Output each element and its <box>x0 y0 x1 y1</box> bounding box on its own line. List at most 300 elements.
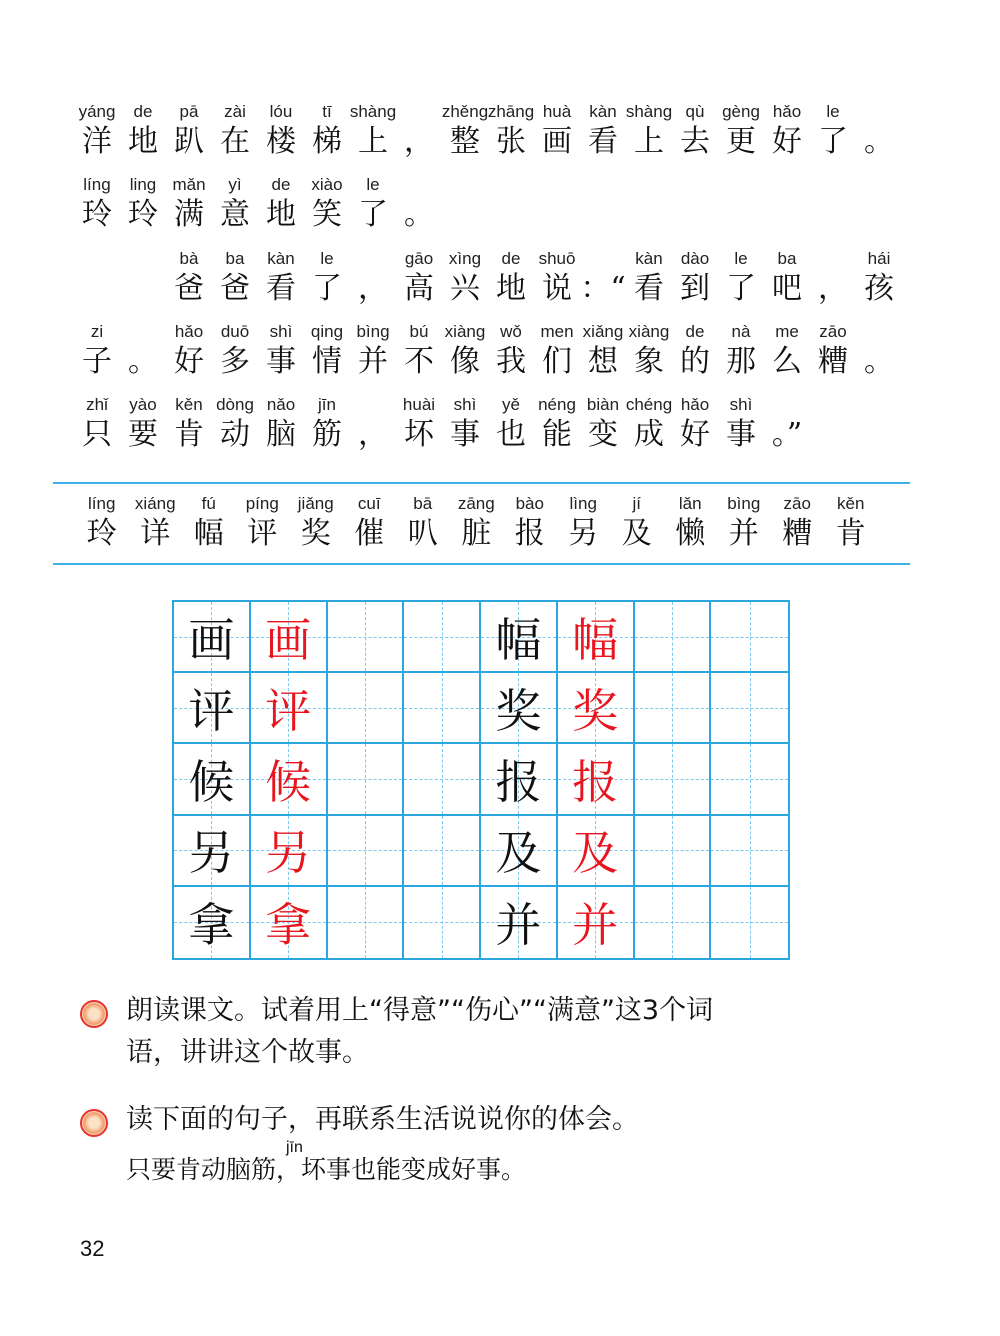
char-cell <box>304 320 350 380</box>
trace-character: 另 <box>265 826 312 881</box>
pinyin: dào <box>680 249 710 268</box>
grid-cell <box>481 744 558 815</box>
char-cell <box>626 100 672 160</box>
hanzi: 事 <box>726 417 756 452</box>
hanzi: 变 <box>588 417 618 452</box>
hanzi: 事 <box>450 417 480 452</box>
char-cell <box>120 320 166 380</box>
pinyin: zāo <box>819 322 847 341</box>
pinyin: de <box>271 175 291 194</box>
hanzi: 。 <box>864 344 894 379</box>
trace-character: 候 <box>265 754 312 809</box>
char-cell <box>534 393 580 453</box>
char-cell <box>856 247 902 307</box>
char-cell <box>580 247 626 307</box>
vocab-item <box>289 492 343 552</box>
pinyin: kàn <box>635 249 663 268</box>
pinyin: yě <box>502 395 520 414</box>
char-cell <box>810 320 856 380</box>
char-cell <box>304 100 350 160</box>
char-cell <box>488 100 534 160</box>
grid-cell <box>404 744 481 815</box>
char-cell <box>856 100 902 160</box>
hanzi: 看 <box>266 271 296 306</box>
vocab-item <box>503 492 557 552</box>
trace-character: 拿 <box>265 898 312 953</box>
hanzi: 动 <box>220 417 250 452</box>
char-cell <box>74 173 120 233</box>
grid-cell <box>481 887 558 958</box>
grid-cell <box>404 816 481 887</box>
hanzi: 吧 <box>772 271 802 306</box>
hanzi: 了 <box>358 197 388 232</box>
hanzi: 意 <box>220 197 250 232</box>
hanzi: 。 <box>864 124 894 159</box>
pinyin: shàng <box>625 102 673 121</box>
hanzi: 幅 <box>193 516 224 551</box>
hanzi: ， <box>358 417 388 452</box>
seal-icon <box>80 1109 108 1137</box>
char-cell <box>534 100 580 160</box>
pinyin: hǎo <box>680 395 710 414</box>
grid-cell <box>251 744 328 815</box>
hanzi: 玲 <box>86 516 117 551</box>
trace-character: 报 <box>572 754 619 809</box>
vocab-bottom-rule <box>53 563 910 565</box>
char-cell <box>764 320 810 380</box>
hanzi: 我 <box>496 344 526 379</box>
pinyin: wǒ <box>500 322 522 341</box>
hanzi: 爸 <box>174 271 204 306</box>
model-character: 拿 <box>188 898 235 953</box>
hanzi: 并 <box>728 516 759 551</box>
grid-cell <box>174 744 251 815</box>
pinyin: de <box>133 102 153 121</box>
hanzi: 张 <box>496 124 526 159</box>
pinyin: yáng <box>78 102 116 121</box>
char-cell <box>396 173 442 233</box>
pinyin: kàn <box>267 249 295 268</box>
hanzi: 只 <box>82 417 112 452</box>
char-cell <box>764 247 810 307</box>
pinyin: zhāng <box>487 102 535 121</box>
char-cell <box>396 247 442 307</box>
hanzi: 楼 <box>266 124 296 159</box>
grid-cell <box>635 673 712 744</box>
grid-cell <box>404 673 481 744</box>
char-cell <box>304 173 350 233</box>
model-character: 候 <box>188 754 235 809</box>
pinyin: zhǐ <box>86 395 108 414</box>
pinyin: chéng <box>625 395 673 414</box>
pinyin: de <box>685 322 705 341</box>
char-cell <box>672 247 718 307</box>
grid-cell <box>174 887 251 958</box>
hanzi: 糟 <box>818 344 848 379</box>
model-character: 另 <box>188 826 235 881</box>
pinyin: kěn <box>175 395 203 414</box>
char-cell <box>304 393 350 453</box>
pinyin: bìng <box>727 494 761 513</box>
grid-cell <box>481 602 558 673</box>
char-cell <box>534 247 580 307</box>
pinyin: zāng <box>457 494 495 513</box>
char-cell <box>212 393 258 453</box>
hanzi: 玲 <box>128 197 158 232</box>
seal-icon <box>80 1000 108 1028</box>
grid-cell <box>635 816 712 887</box>
hanzi: 爸 <box>220 271 250 306</box>
hanzi: 好 <box>680 417 710 452</box>
hanzi: 事 <box>266 344 296 379</box>
pinyin: shì <box>729 395 753 414</box>
pinyin: kàn <box>589 102 617 121</box>
hanzi: 那 <box>726 344 756 379</box>
char-cell <box>212 173 258 233</box>
pinyin: bìng <box>356 322 390 341</box>
pinyin: de <box>501 249 521 268</box>
char-cell <box>212 100 258 160</box>
vocab-item <box>236 492 290 552</box>
model-character: 并 <box>495 898 542 953</box>
pinyin: hǎo <box>772 102 802 121</box>
hanzi: 多 <box>220 344 250 379</box>
pinyin: xiǎng <box>582 322 624 341</box>
pinyin: zi <box>90 322 104 341</box>
hanzi: 奖 <box>300 516 331 551</box>
trace-character: 画 <box>265 612 312 667</box>
pinyin: bào <box>515 494 544 513</box>
hanzi: 详 <box>140 516 171 551</box>
pinyin: shuō <box>538 249 576 268</box>
hanzi: 脏 <box>461 516 492 551</box>
char-cell <box>442 393 488 453</box>
char-cell <box>442 320 488 380</box>
hanzi: 的 <box>680 344 710 379</box>
vocab-item <box>129 492 183 552</box>
pinyin: zāo <box>783 494 811 513</box>
char-cell <box>810 247 856 307</box>
hanzi: 催 <box>354 516 385 551</box>
hanzi: 在 <box>220 124 250 159</box>
hanzi: 并 <box>358 344 388 379</box>
hanzi: 看 <box>634 271 664 306</box>
pinyin: qing <box>310 322 344 341</box>
char-cell <box>120 173 166 233</box>
char-cell <box>718 320 764 380</box>
pinyin: men <box>540 322 574 341</box>
grid-cell <box>558 744 635 815</box>
vocab-list <box>75 492 878 552</box>
grid-cell <box>404 602 481 673</box>
char-cell <box>74 100 120 160</box>
grid-cell <box>328 816 405 887</box>
task-2-line-1: 读下面的句子，再联系生活说说你的体会。 <box>126 1104 639 1135</box>
vocab-item <box>75 492 129 552</box>
hanzi: 们 <box>542 344 572 379</box>
pinyin: nǎo <box>266 395 296 414</box>
char-cell <box>396 100 442 160</box>
pinyin: líng <box>83 175 111 194</box>
passage-line <box>166 247 902 307</box>
vocab-item <box>343 492 397 552</box>
vocab-top-rule <box>53 482 910 484</box>
pinyin: yì <box>228 175 242 194</box>
hanzi: 肯 <box>174 417 204 452</box>
task-1-line-1: 朗读课文。试着用上“得意”“伤心”“满意”这3个词 <box>126 995 714 1026</box>
char-cell <box>166 173 212 233</box>
pinyin: huà <box>542 102 572 121</box>
hanzi: 去 <box>680 124 710 159</box>
hanzi: 。” <box>771 417 803 452</box>
hanzi: 不 <box>404 344 434 379</box>
char-cell <box>672 393 718 453</box>
hanzi: 能 <box>542 417 572 452</box>
char-cell <box>534 320 580 380</box>
char-cell <box>74 320 120 380</box>
pinyin: mǎn <box>172 175 206 194</box>
grid-cell <box>328 673 405 744</box>
pinyin: bā <box>413 494 433 513</box>
grid-cell <box>481 816 558 887</box>
char-cell <box>626 320 672 380</box>
char-cell <box>488 247 534 307</box>
vocab-item <box>557 492 611 552</box>
hanzi: ， <box>404 124 434 159</box>
pinyin: nà <box>731 322 751 341</box>
pinyin: qù <box>685 102 705 121</box>
model-character: 画 <box>188 612 235 667</box>
pinyin: ba <box>777 249 797 268</box>
trace-character: 奖 <box>572 683 619 738</box>
hanzi: 看 <box>588 124 618 159</box>
hanzi: 及 <box>621 516 652 551</box>
char-cell <box>212 247 258 307</box>
pinyin: huài <box>402 395 436 414</box>
hanzi: 了 <box>726 271 756 306</box>
hanzi: 洋 <box>82 124 112 159</box>
grid-cell <box>558 816 635 887</box>
pinyin: ling <box>129 175 157 194</box>
hanzi: 坏 <box>404 417 434 452</box>
trace-character: 并 <box>572 898 619 953</box>
hanzi: 要 <box>128 417 158 452</box>
hanzi: 象 <box>634 344 664 379</box>
char-cell <box>212 320 258 380</box>
hanzi: 评 <box>247 516 278 551</box>
hanzi: 。 <box>128 344 158 379</box>
hanzi: 糟 <box>782 516 813 551</box>
vocab-item <box>182 492 236 552</box>
pinyin: le <box>734 249 748 268</box>
trace-character: 幅 <box>572 612 619 667</box>
hanzi: 更 <box>726 124 756 159</box>
hanzi: 叭 <box>407 516 438 551</box>
pinyin: xiáng <box>134 494 176 513</box>
pinyin: xiàng <box>628 322 670 341</box>
char-cell <box>350 100 396 160</box>
hanzi: 肯 <box>835 516 866 551</box>
char-cell <box>718 100 764 160</box>
char-cell <box>258 320 304 380</box>
grid-cell <box>251 816 328 887</box>
hanzi: 上 <box>358 124 388 159</box>
char-cell <box>258 100 304 160</box>
hanzi: 满 <box>174 197 204 232</box>
char-cell <box>258 173 304 233</box>
pinyin: lóu <box>269 102 293 121</box>
grid-cell <box>251 602 328 673</box>
char-cell <box>580 393 626 453</box>
char-cell <box>764 100 810 160</box>
hanzi: 想 <box>588 344 618 379</box>
pinyin: jiǎng <box>297 494 334 513</box>
model-character: 及 <box>495 826 542 881</box>
hanzi: 像 <box>450 344 480 379</box>
pinyin: le <box>826 102 840 121</box>
char-cell <box>350 173 396 233</box>
grid-cell <box>711 887 788 958</box>
hanzi: 了 <box>818 124 848 159</box>
hanzi: 好 <box>174 344 204 379</box>
hanzi: 情 <box>312 344 342 379</box>
hanzi: 玲 <box>82 197 112 232</box>
char-cell <box>488 320 534 380</box>
pinyin: fú <box>201 494 216 513</box>
char-cell <box>74 393 120 453</box>
hanzi: 说 <box>542 271 572 306</box>
hanzi: 趴 <box>174 124 204 159</box>
hanzi: 地 <box>496 271 526 306</box>
pinyin: me <box>775 322 799 341</box>
pinyin: gāo <box>404 249 434 268</box>
pinyin: yào <box>129 395 157 414</box>
char-cell <box>350 247 396 307</box>
hanzi: 地 <box>266 197 296 232</box>
pinyin: shì <box>453 395 477 414</box>
pinyin: líng <box>88 494 116 513</box>
hanzi: 好 <box>772 124 802 159</box>
pinyin: bú <box>409 322 429 341</box>
model-character: 评 <box>188 683 235 738</box>
grid-cell <box>251 673 328 744</box>
trace-character: 及 <box>572 826 619 881</box>
model-character: 报 <box>495 754 542 809</box>
char-cell <box>810 100 856 160</box>
pinyin: gèng <box>722 102 760 121</box>
grid-cell <box>328 744 405 815</box>
pinyin: néng <box>538 395 576 414</box>
char-cell <box>258 393 304 453</box>
grid-cell <box>711 744 788 815</box>
pinyin: tī <box>322 102 332 121</box>
hanzi: 么 <box>772 344 802 379</box>
pinyin: biàn <box>586 395 620 414</box>
hanzi: 上 <box>634 124 664 159</box>
grid-cell <box>328 887 405 958</box>
pinyin: le <box>366 175 380 194</box>
hanzi: ， <box>358 271 388 306</box>
pinyin: xiào <box>311 175 343 194</box>
grid-cell <box>711 602 788 673</box>
hanzi: 地 <box>128 124 158 159</box>
grid-cell <box>404 887 481 958</box>
vocab-item <box>664 492 718 552</box>
vocab-item <box>610 492 664 552</box>
vocab-item <box>824 492 878 552</box>
pinyin: duō <box>220 322 250 341</box>
hanzi: 另 <box>568 516 599 551</box>
char-cell <box>626 247 672 307</box>
grid-cell <box>635 887 712 958</box>
task-1-line-2: 语，讲讲这个故事。 <box>126 1037 369 1068</box>
writing-grid <box>172 600 790 960</box>
char-cell <box>120 393 166 453</box>
grid-cell <box>558 673 635 744</box>
grid-cell <box>328 602 405 673</box>
pinyin: hái <box>867 249 891 268</box>
hanzi: 到 <box>680 271 710 306</box>
pinyin: ba <box>225 249 245 268</box>
char-cell <box>350 393 396 453</box>
grid-cell <box>251 887 328 958</box>
model-character: 奖 <box>495 683 542 738</box>
hanzi: 筋 <box>312 417 342 452</box>
hanzi: ：“ <box>580 271 626 306</box>
example-pinyin: jīn <box>286 1139 303 1156</box>
pinyin: xiàng <box>444 322 486 341</box>
char-cell <box>580 320 626 380</box>
char-cell <box>626 393 672 453</box>
pinyin: le <box>320 249 334 268</box>
char-cell <box>672 320 718 380</box>
hanzi: 懒 <box>675 516 706 551</box>
grid-cell <box>174 673 251 744</box>
hanzi: 也 <box>496 417 526 452</box>
pinyin: kěn <box>837 494 865 513</box>
vocab-item <box>771 492 825 552</box>
grid-cell <box>481 673 558 744</box>
char-cell <box>350 320 396 380</box>
hanzi: 子 <box>82 344 112 379</box>
hanzi: 报 <box>514 516 545 551</box>
hanzi: 成 <box>634 417 664 452</box>
passage-line <box>74 100 902 160</box>
char-cell <box>166 320 212 380</box>
pinyin: jīn <box>318 395 336 414</box>
char-cell <box>120 100 166 160</box>
char-cell <box>580 100 626 160</box>
passage-line <box>74 173 442 233</box>
pinyin: hǎo <box>174 322 204 341</box>
pinyin: bà <box>179 249 199 268</box>
grid-cell <box>174 816 251 887</box>
char-cell <box>488 393 534 453</box>
pinyin: xìng <box>448 249 482 268</box>
hanzi: 兴 <box>450 271 480 306</box>
char-cell <box>166 100 212 160</box>
example-sentence: 只要肯动脑筋，坏事也能变成好事。 <box>126 1155 527 1184</box>
pinyin: píng <box>245 494 279 513</box>
char-cell <box>856 320 902 380</box>
grid-cell <box>635 602 712 673</box>
hanzi: 了 <box>312 271 342 306</box>
pinyin: lìng <box>569 494 597 513</box>
pinyin: lǎn <box>678 494 702 513</box>
grid-cell <box>711 673 788 744</box>
pinyin: zài <box>224 102 246 121</box>
char-cell <box>764 393 810 453</box>
